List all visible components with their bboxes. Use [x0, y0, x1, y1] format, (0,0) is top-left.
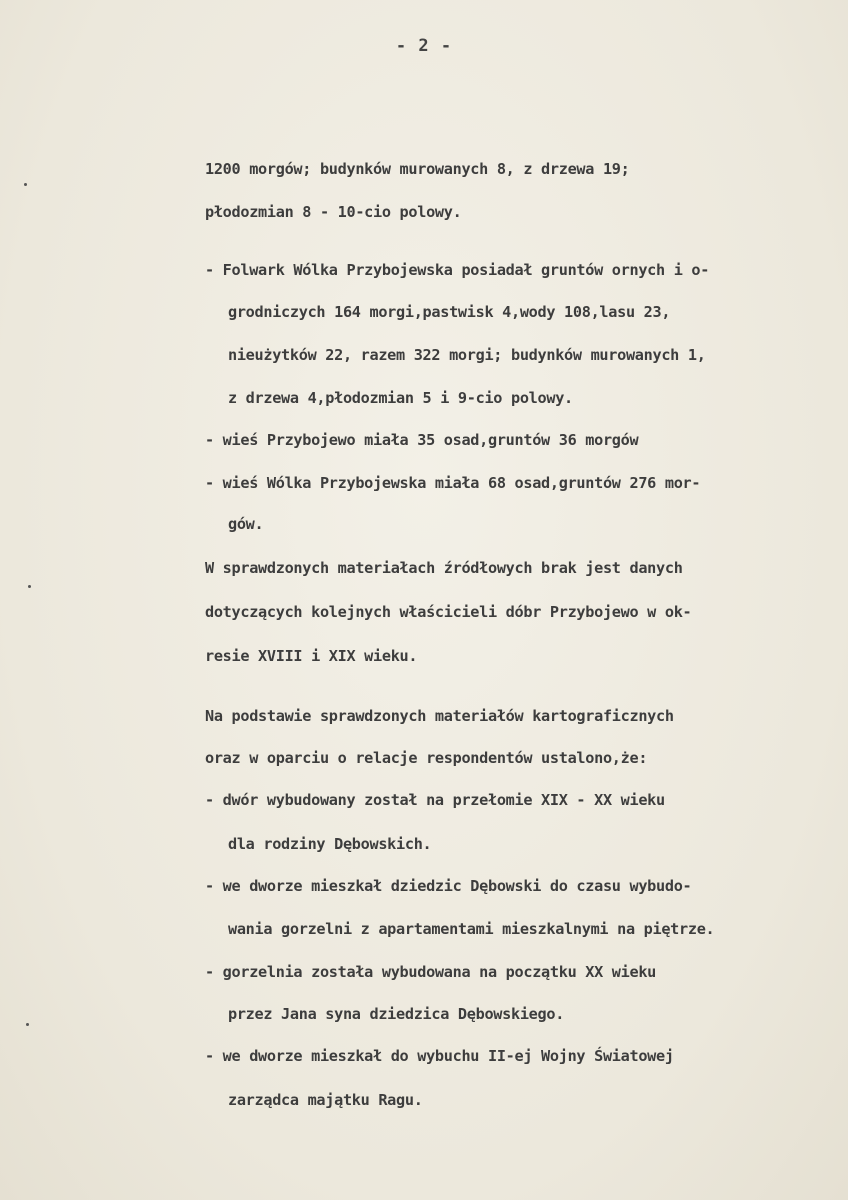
text-line: resie XVIII i XIX wieku. — [205, 647, 418, 665]
text-line: płodozmian 8 - 10-cio polowy. — [205, 203, 462, 221]
page-number: - 2 - — [395, 36, 453, 56]
text-line: zarządca majątku Ragu. — [228, 1091, 423, 1109]
text-line: nieużytków 22, razem 322 morgi; budynków murowanych 1, — [228, 346, 706, 364]
text-line: - gorzelnia została wybudowana na początku XX wieku — [205, 963, 657, 981]
text-line: przez Jana syna dziedzica Dębowskiego. — [228, 1005, 565, 1023]
text-line: - we dworze mieszkał dziedzic Dębowski do czasu wybudo- — [205, 877, 692, 895]
margin-mark — [24, 183, 27, 186]
text-line: z drzewa 4,płodozmian 5 i 9-cio polowy. — [228, 389, 573, 407]
text-line: - Folwark Wólka Przybojewska posiadał gruntów ornych i o- — [205, 261, 710, 279]
text-line: - dwór wybudowany został na przełomie XIX - XX wieku — [205, 791, 665, 809]
text-line: W sprawdzonych materiałach źródłowych brak jest danych — [205, 559, 683, 577]
text-line: wania gorzelni z apartamentami mieszkalnymi na piętrze. — [228, 920, 715, 938]
text-line: oraz w oparciu o relacje respondentów ustalono,że: — [205, 749, 648, 767]
text-line: - wieś Wólka Przybojewska miała 68 osad,gruntów 276 mor- — [205, 474, 701, 492]
margin-mark — [26, 1023, 29, 1026]
text-line: dla rodziny Dębowskich. — [228, 835, 432, 853]
text-line: grodniczych 164 morgi,pastwisk 4,wody 108,lasu 23, — [228, 303, 671, 321]
text-line: - wieś Przybojewo miała 35 osad,gruntów 36 morgów — [205, 431, 639, 449]
text-line: Na podstawie sprawdzonych materiałów kartograficznych — [205, 707, 674, 725]
margin-mark — [28, 585, 31, 588]
text-line: dotyczących kolejnych właścicieli dóbr Przybojewo w ok- — [205, 603, 692, 621]
text-line: gów. — [228, 515, 264, 533]
text-line: 1200 morgów; budynków murowanych 8, z drzewa 19; — [205, 160, 630, 178]
text-line: - we dworze mieszkał do wybuchu II-ej Wojny Światowej — [205, 1047, 674, 1065]
